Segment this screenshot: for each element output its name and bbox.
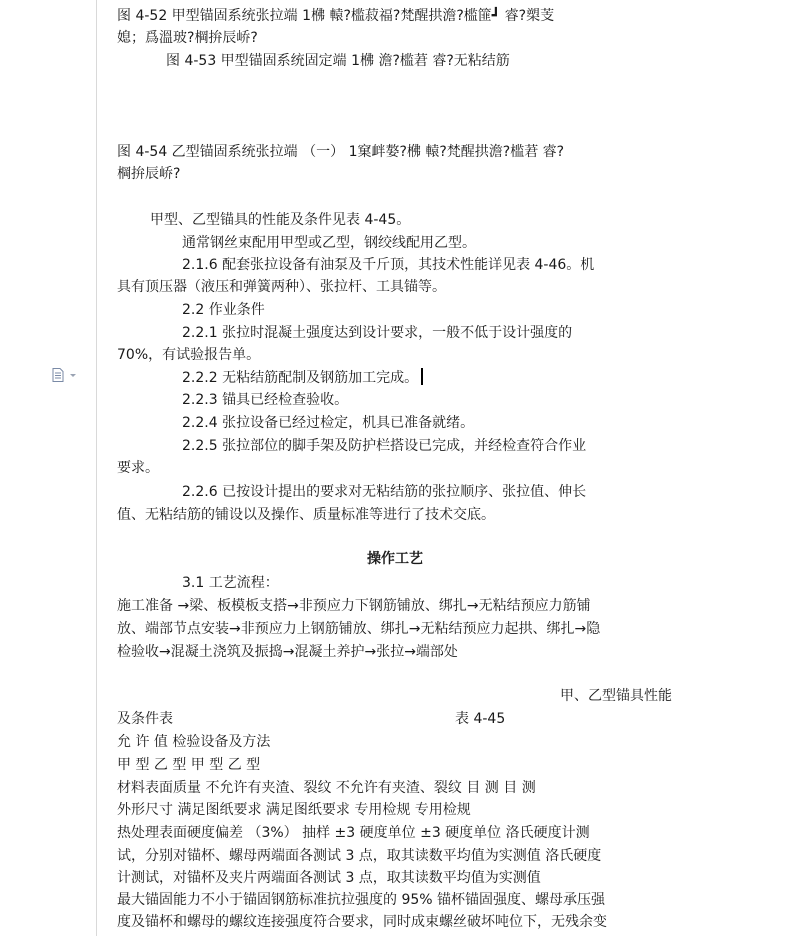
paragraph: 具有顶压器（液压和弹簧两种）、张拉杆、工具锚等。 [117, 279, 446, 295]
process-flow: 施工准备 →梁、板模板支搭→非预应力下钢筋铺放、绑扎→无粘结预应力筋铺 [117, 598, 591, 614]
figure-caption: 棡拚辰峤? [117, 166, 181, 182]
paragraph: 2.1.6 配套张拉设备有油泵及千斤顶，其技术性能详见表 4-46。机 [182, 257, 595, 273]
table-row: 甲 型 乙 型 甲 型 乙 型 [117, 757, 261, 773]
table-row: 度及锚杯和螺母的螺纹连接强度符合要求，同时成束螺丝破坏吨位下，无残余变 [117, 914, 607, 930]
table-caption: 及条件表 [117, 711, 173, 727]
table-row: 试，分别对锚杯、螺母两端面各测试 3 点，取其读数平均值为实测值 洛氏硬度 [117, 848, 602, 864]
paragraph: 70%，有试验报告单。 [117, 347, 261, 363]
paragraph-text[interactable]: 2.2.2 无粘结筋配制及钢筋加工完成。 [182, 370, 419, 386]
paragraph-with-cursor[interactable] [182, 367, 423, 389]
figure-caption: 图 4-54 乙型锚固系统张拉端 （一） 1窠衅嫯?梻 轅?梵醒拱澹?槛莙 睿? [117, 144, 565, 160]
paragraph: 要求。 [117, 460, 159, 476]
page-margin-guide [96, 0, 97, 936]
table-row: 外形尺寸 满足图纸要求 满足图纸要求 专用检规 专用检规 [117, 802, 471, 818]
paragraph: 值、无粘结筋的铺设以及操作、质量标准等进行了技术交底。 [117, 507, 495, 523]
subheading: 3.1 工艺流程： [182, 575, 279, 591]
process-flow: 检验收→混凝土浇筑及振捣→混凝土养护→张拉→端部处 [117, 644, 458, 660]
paragraph: 甲型、乙型锚具的性能及条件见表 4-45。 [150, 212, 411, 228]
process-flow: 放、端部节点安装→非预应力上钢筋铺放、绑扎→无粘结预应力起拱、绑扎→隐 [117, 621, 601, 637]
paragraph: 2.2.3 锚具已经检查验收。 [182, 392, 349, 408]
figure-caption: 图 4-53 甲型锚固系统固定端 1梻 澹?槛莙 睿?无粘结筋 [166, 53, 510, 69]
figure-caption: 媳；爲溫玻?棡拚辰峤? [117, 30, 258, 46]
table-row: 热处理表面硬度偏差 （3%） 抽样 ±3 硬度单位 ±3 硬度单位 洛氏硬度计测 [117, 825, 590, 841]
document-icon[interactable] [52, 368, 78, 382]
section-heading: 操作工艺 [367, 551, 423, 567]
paragraph: 2.2.4 张拉设备已经过检定，机具已准备就绪。 [182, 415, 475, 431]
paragraph: 2.2.1 张拉时混凝土强度达到设计要求，一般不低于设计强度的 [182, 325, 573, 341]
table-row: 材料表面质量 不允许有夹渣、裂纹 不允许有夹渣、裂纹 目 测 目 测 [117, 780, 536, 796]
paragraph: 通常钢丝束配用甲型或乙型，钢绞线配用乙型。 [182, 235, 476, 251]
table-row: 允 许 值 检验设备及方法 [117, 734, 271, 750]
text-cursor [421, 368, 423, 385]
table-caption: 甲、乙型锚具性能 [560, 688, 672, 704]
figure-caption: 图 4-52 甲型锚固系统张拉端 1梻 轅?槛菽福?梵醒拱澹?槛篚┛ 睿?槊芰 [117, 8, 555, 24]
paragraph: 2.2.6 已按设计提出的要求对无粘结筋的张拉顺序、张拉值、伸长 [182, 484, 587, 500]
table-number: 表 4-45 [455, 711, 506, 727]
table-row: 最大锚固能力不小于锚固钢筋标准抗拉强度的 95% 锚杯锚固强度、螺母承压强 [117, 892, 606, 908]
table-row: 计测试，对锚杯及夹片两端面各测试 3 点，取其读数平均值为实测值 [117, 870, 541, 886]
paragraph: 2.2.5 张拉部位的脚手架及防护栏搭设已完成，并经检查符合作业 [182, 438, 587, 454]
paragraph: 2.2 作业条件 [182, 302, 265, 318]
